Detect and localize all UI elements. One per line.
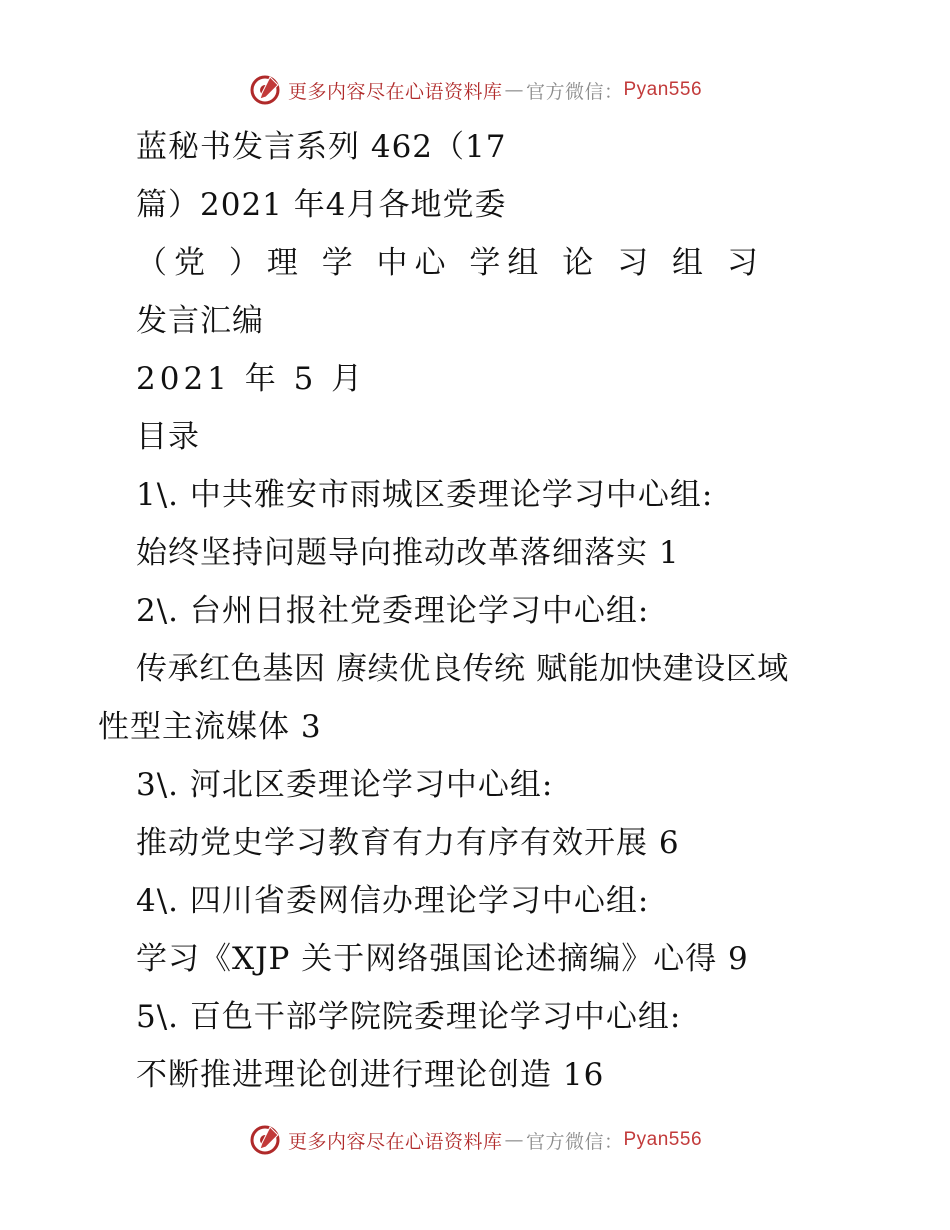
pen-circle-logo-icon: [248, 1123, 282, 1157]
document-body: [0, 118, 950, 1104]
banner-brand-text: 更多内容尽在心语资料库: [287, 80, 503, 103]
toc-item-2-title: 传承红色基因 赓续优良传统 赋能加快建设区域: [136, 651, 789, 687]
toc-heading: 目录: [136, 419, 200, 455]
title-line-2: 篇）2021 年4月各地党委: [136, 187, 507, 223]
banner-brand-text: 更多内容尽在心语资料库: [287, 1130, 503, 1153]
title-line-4: 发言汇编: [136, 303, 264, 339]
banner-official-text: 官方微信：: [525, 1130, 624, 1153]
pen-circle-logo-icon: [248, 73, 282, 107]
banner-wechat-id: Pyan556: [623, 1129, 703, 1150]
toc-item-3-unit: 3\. 河北区委理论学习中心组:: [136, 767, 554, 803]
banner-dash: —: [504, 79, 524, 101]
toc-item-3-title: 推动党史学习教育有力有序有效开展 6: [136, 825, 680, 861]
banner-official-text: 官方微信：: [525, 80, 624, 103]
toc-item-1-unit: 1\. 中共雅安市雨城区委理论学习中心组:: [136, 477, 714, 513]
banner-wechat-id: Pyan556: [623, 79, 703, 100]
title-line-3: （党 ）理 学 中心 学组 论 习 组 习: [136, 245, 765, 281]
banner-dash: —: [504, 1129, 524, 1151]
toc-item-5-unit: 5\. 百色干部学院院委理论学习中心组:: [136, 999, 682, 1035]
footer-banner: [0, 1120, 950, 1160]
toc-item-5-title: 不断推进理论创进行理论创造 16: [136, 1057, 605, 1093]
toc-item-2-title-cont: 性型主流媒体 3: [98, 709, 322, 745]
toc-item-1-title: 始终坚持问题导向推动改革落细落实 1: [136, 535, 680, 571]
toc-item-4-unit: 4\. 四川省委网信办理论学习中心组:: [136, 883, 650, 919]
header-banner: [0, 70, 950, 110]
title-line-1: 蓝秘书发言系列 462（17: [136, 129, 507, 165]
document-date: 2021 年 5 月: [136, 361, 367, 397]
toc-item-4-title: 学习《XJP 关于网络强国论述摘编》心得 9: [136, 941, 749, 977]
toc-item-2-unit: 2\. 台州日报社党委理论学习中心组:: [136, 593, 650, 629]
